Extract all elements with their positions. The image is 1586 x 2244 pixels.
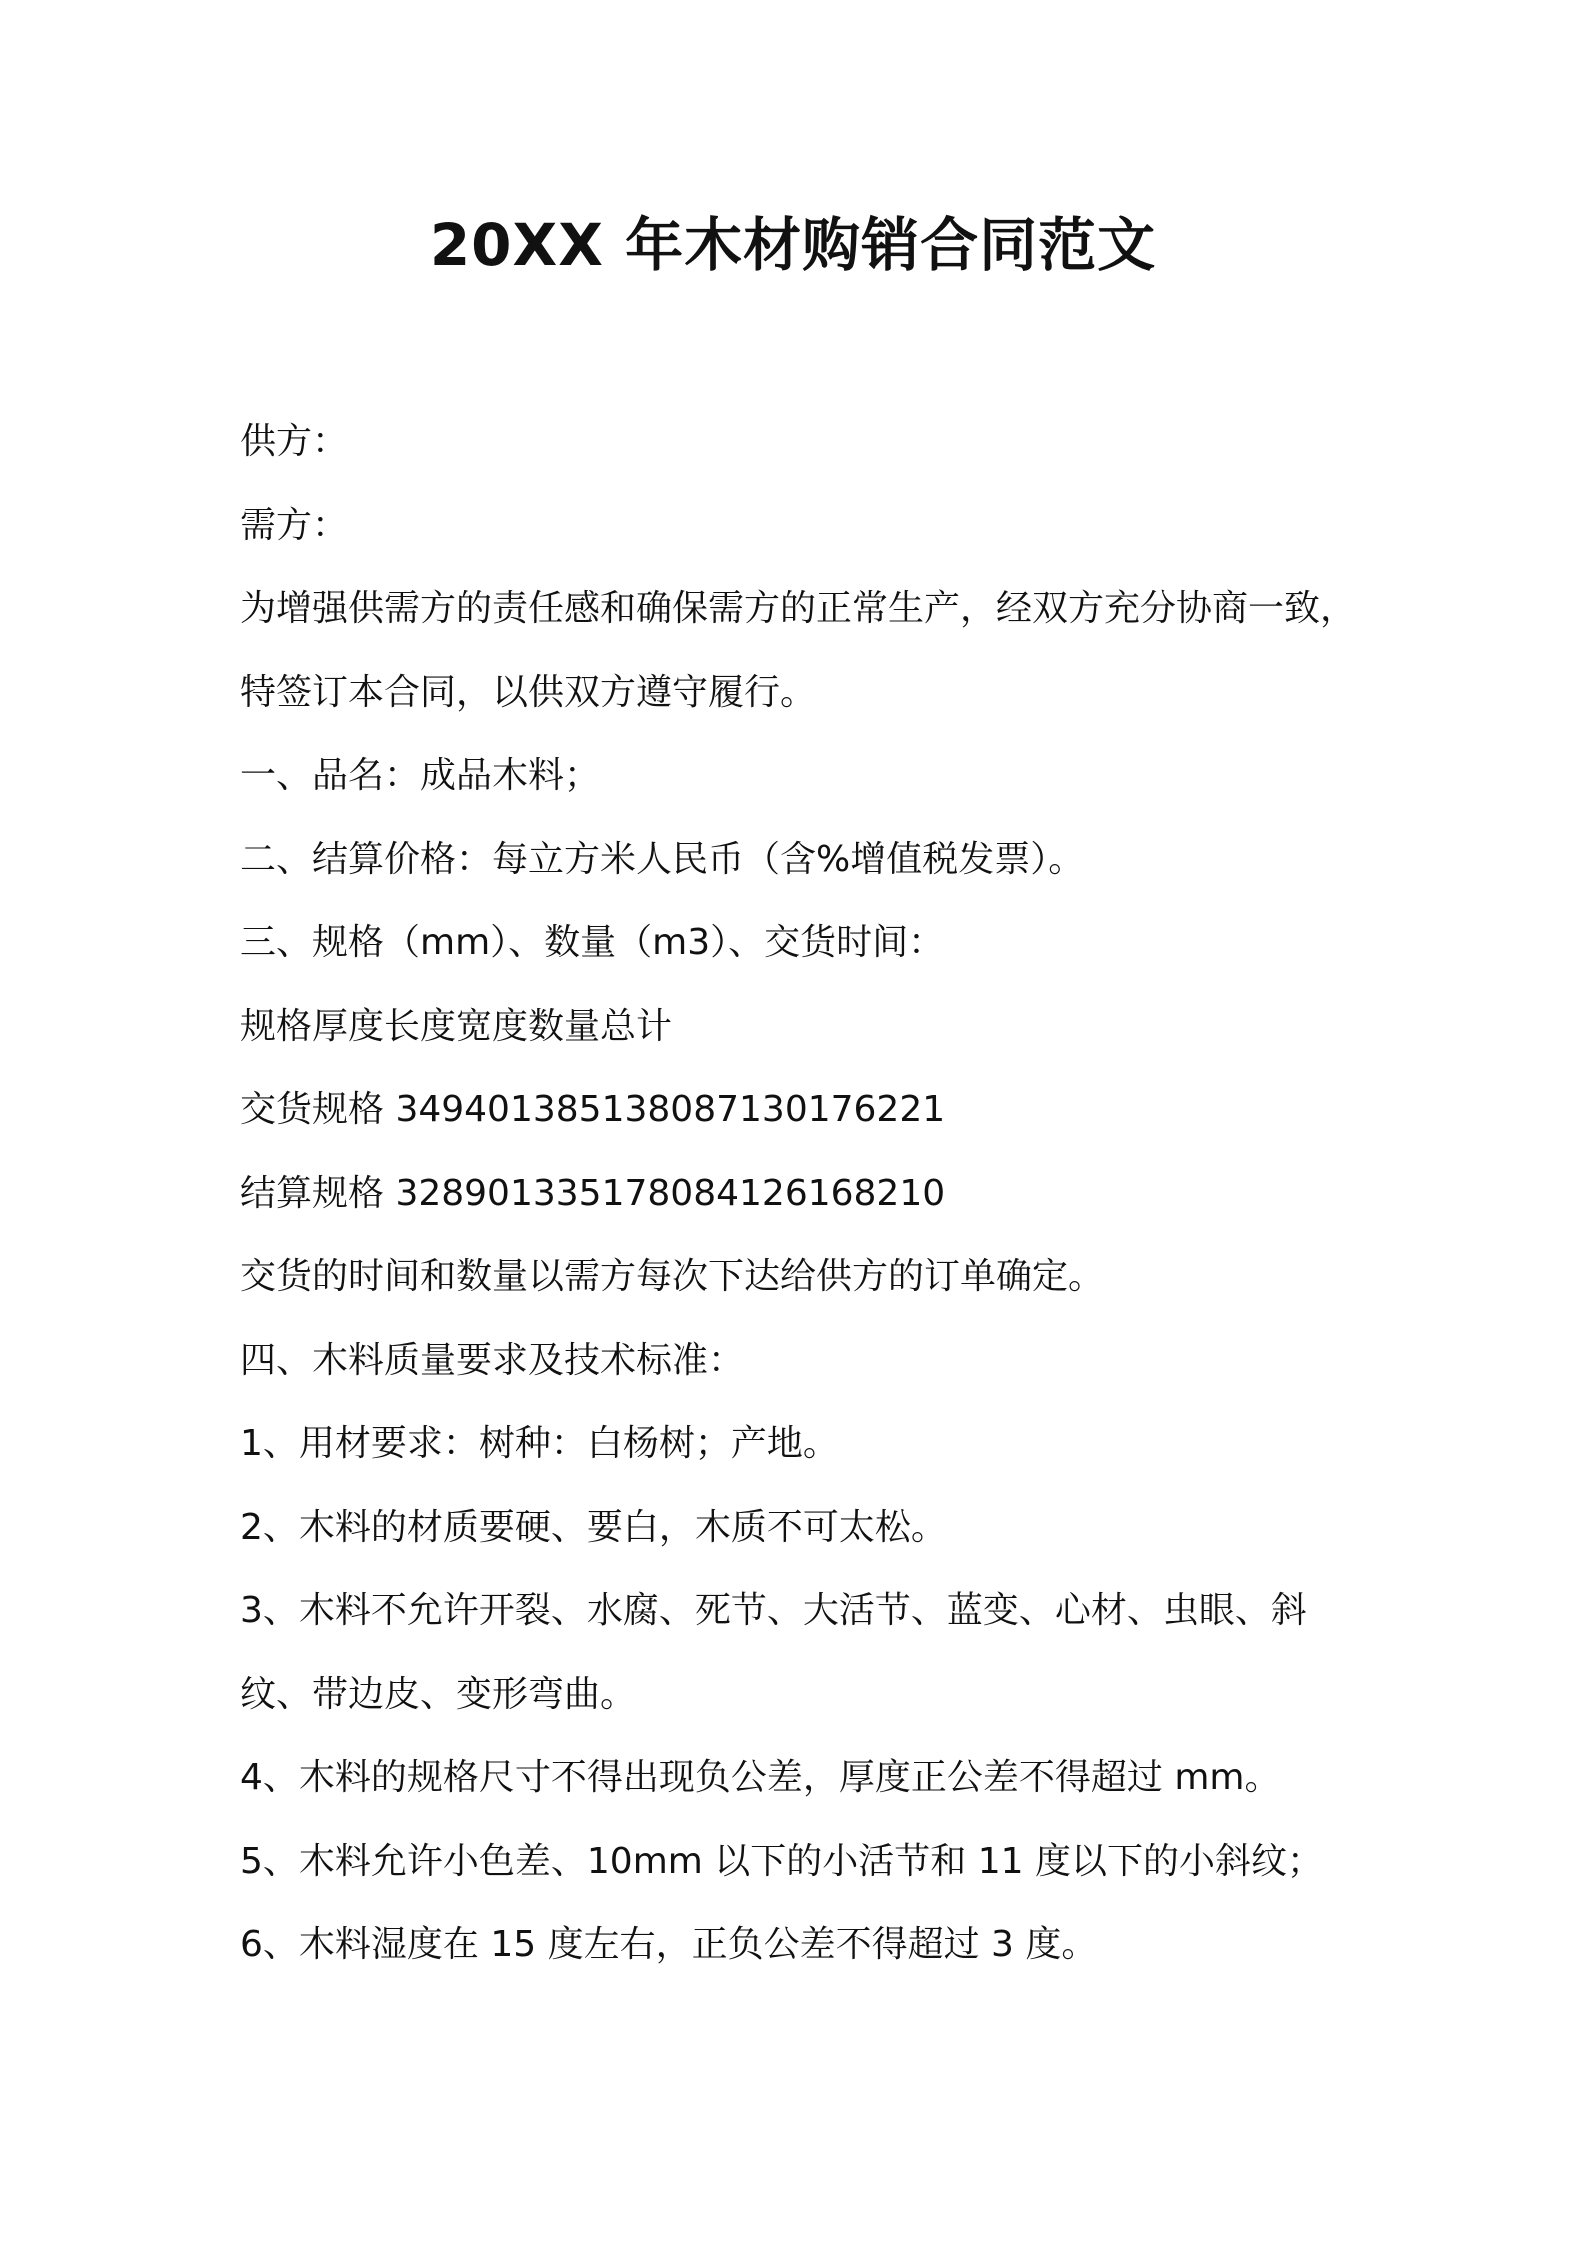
clause-product-name: 一、品名：成品木料； — [240, 755, 601, 796]
spec-table-header: 规格厚度长度宽度数量总计 — [240, 1005, 673, 1047]
clause-settlement-price: 二、结算价格：每立方米人民币（含%增值税发票）。 — [240, 838, 1085, 880]
quality-item-6: 6、木料湿度在 15 度左右，正负公差不得超过 3 度。 — [240, 1924, 1098, 1965]
spec-delivery-row: 交货规格 349401385138087130176221 — [240, 1089, 946, 1130]
quality-item-4: 4、木料的规格尺寸不得出现负公差，厚度正公差不得超过 mm。 — [240, 1757, 1281, 1798]
quality-item-5: 5、木料允许小色差、10mm 以下的小活节和 11 度以下的小斜纹； — [240, 1840, 1323, 1882]
quality-item-3-line-1: 3、木料不允许开裂、水腐、死节、大活节、蓝变、心材、虫眼、斜 — [240, 1590, 1307, 1631]
buyer-line: 需方： — [240, 504, 349, 546]
clause-quality-heading: 四、木料质量要求及技术标准： — [240, 1339, 745, 1381]
quality-item-3-line-2: 纹、带边皮、变形弯曲。 — [240, 1673, 637, 1715]
document-title: 20XX 年木材购销合同范文 — [429, 211, 1157, 279]
clause-specifications-heading: 三、规格（mm）、数量（m3）、交货时间： — [240, 922, 945, 963]
document-body — [240, 400, 1370, 1987]
quality-item-2: 2、木料的材质要硬、要白，木质不可太松。 — [240, 1506, 947, 1548]
intro-paragraph-line-1: 为增强供需方的责任感和确保需方的正常生产，经双方充分协商一致， — [240, 588, 1357, 629]
supplier-line: 供方： — [240, 421, 349, 462]
delivery-time-note: 交货的时间和数量以需方每次下达给供方的订单确定。 — [240, 1256, 1105, 1297]
intro-paragraph-line-2: 特签订本合同，以供双方遵守履行。 — [240, 671, 817, 713]
spec-settlement-row: 结算规格 328901335178084126168210 — [240, 1172, 946, 1214]
quality-item-1: 1、用材要求：树种：白杨树；产地。 — [240, 1423, 839, 1464]
